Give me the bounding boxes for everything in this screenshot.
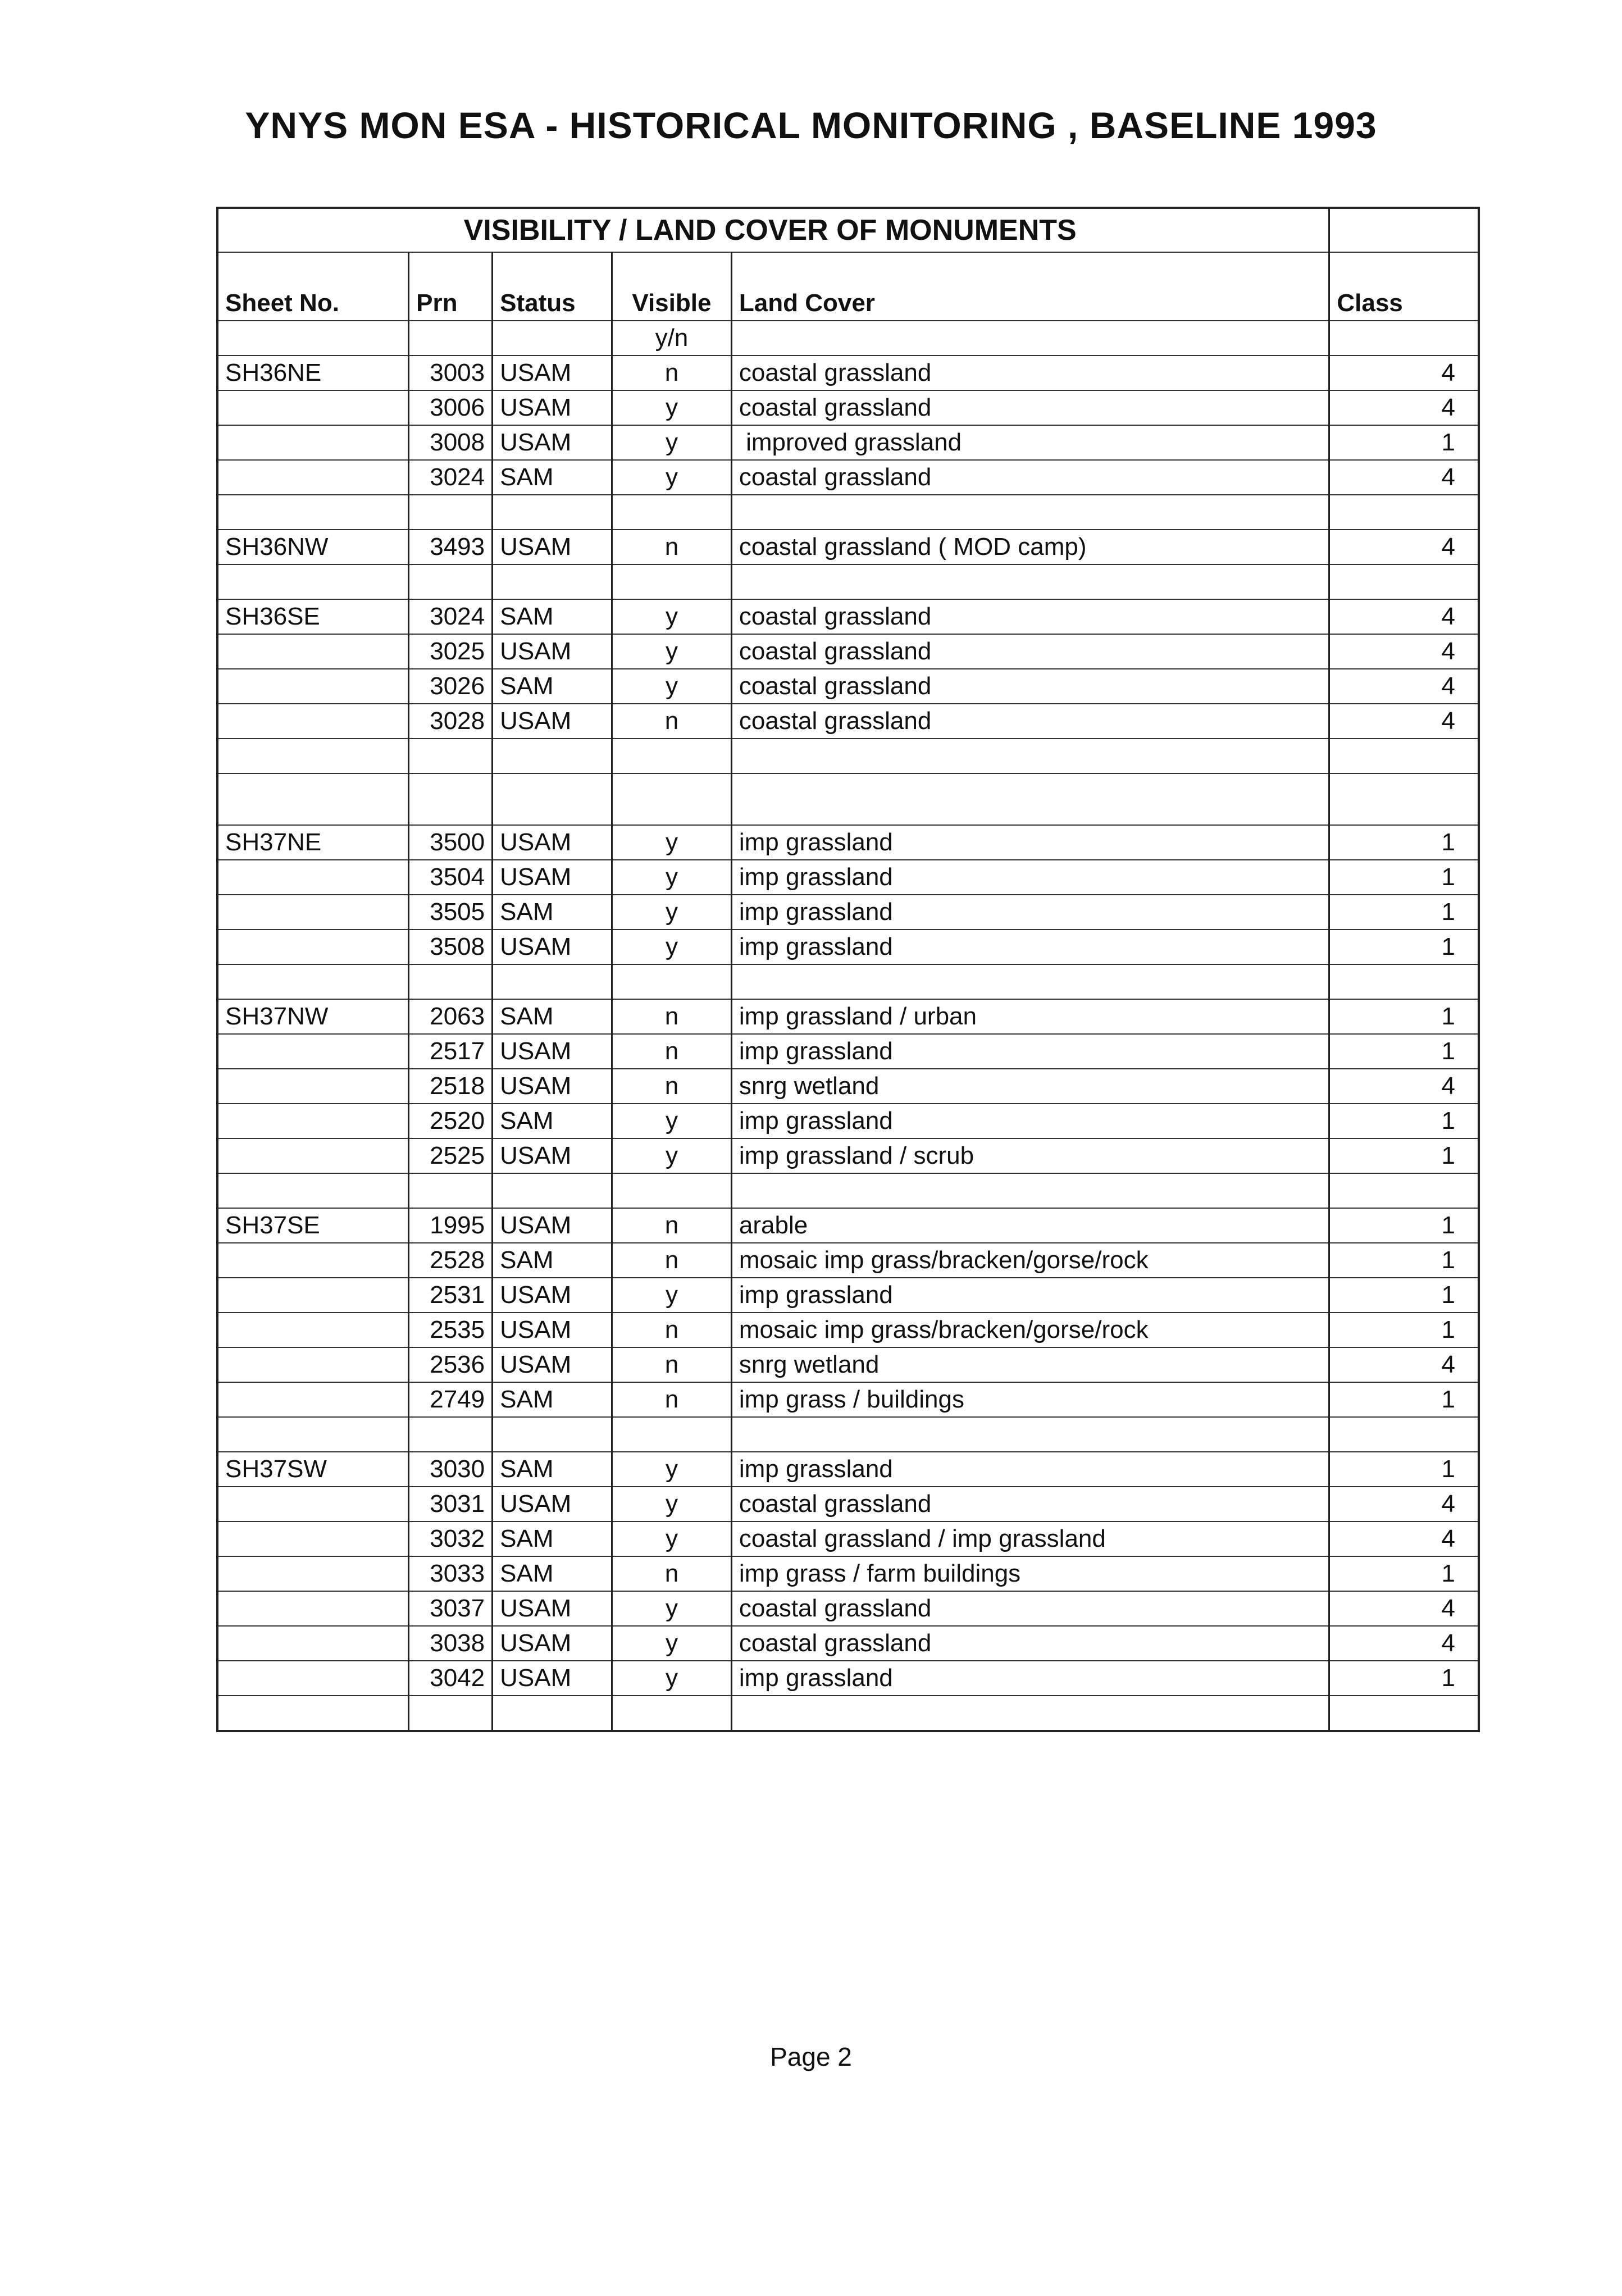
blank-row [217, 739, 1479, 773]
cell-land-cover: imp grass / farm buildings [731, 1556, 1329, 1591]
column-header-row [217, 286, 1479, 321]
cell-prn: 2528 [409, 1243, 493, 1278]
cell-visible: y [612, 1661, 732, 1696]
cell-class: 4 [1329, 390, 1479, 425]
blank-row [217, 495, 1479, 530]
cell-land-cover: imp grassland [731, 1104, 1329, 1138]
caption-empty-cell [1329, 208, 1479, 252]
cell-visible: n [612, 1347, 732, 1382]
cell-prn: 3033 [409, 1556, 493, 1591]
cell-visible: n [612, 1034, 732, 1069]
page-title: YNYS MON ESA - HISTORICAL MONITORING , BASELINE 1993 [245, 104, 1377, 146]
table-row [217, 1591, 1479, 1626]
cell-visible: y [612, 1278, 732, 1313]
cell-visible: y [612, 860, 732, 895]
cell-visible: y [612, 1104, 732, 1138]
cell-land-cover: coastal grassland [731, 704, 1329, 739]
cell-prn: 3037 [409, 1591, 493, 1626]
blank-row [217, 564, 1479, 599]
table-row [217, 1556, 1479, 1591]
cell-prn: 3024 [409, 460, 493, 495]
cell-land-cover: imp grassland / urban [731, 999, 1329, 1034]
header-sheet: Sheet No. [217, 286, 409, 321]
cell-visible: n [612, 1208, 732, 1243]
cell-prn: 2531 [409, 1278, 493, 1313]
monuments-table [216, 207, 1480, 1732]
cell-sheet [217, 1382, 409, 1417]
cell-prn: 2517 [409, 1034, 493, 1069]
cell-class: 1 [1329, 1208, 1479, 1243]
cell-status: USAM [493, 1626, 612, 1661]
table-row [217, 530, 1479, 564]
cell-class: 4 [1329, 1591, 1479, 1626]
cell-prn: 3038 [409, 1626, 493, 1661]
cell-class: 1 [1329, 1556, 1479, 1591]
cell-land-cover: imp grassland [731, 1278, 1329, 1313]
cell-status: SAM [493, 1243, 612, 1278]
cell-prn: 2063 [409, 999, 493, 1034]
cell-land-cover: imp grassland / scrub [731, 1138, 1329, 1173]
cell-visible: y [612, 460, 732, 495]
cell-status: SAM [493, 460, 612, 495]
cell-sheet: SH37SW [217, 1452, 409, 1487]
cell-sheet [217, 1661, 409, 1696]
cell-status: SAM [493, 1104, 612, 1138]
cell-class: 4 [1329, 1626, 1479, 1661]
cell-sheet [217, 930, 409, 964]
cell-prn: 3003 [409, 356, 493, 390]
table-row [217, 1626, 1479, 1661]
cell-prn: 3493 [409, 530, 493, 564]
table-row [217, 599, 1479, 634]
cell-status: USAM [493, 1278, 612, 1313]
cell-class: 1 [1329, 1138, 1479, 1173]
cell-prn: 3028 [409, 704, 493, 739]
cell-prn: 3024 [409, 599, 493, 634]
cell-land-cover: coastal grassland [731, 460, 1329, 495]
cell-status: USAM [493, 634, 612, 669]
cell-sheet [217, 895, 409, 930]
cell-land-cover: coastal grassland [731, 1487, 1329, 1521]
cell-visible: y [612, 825, 732, 860]
cell-visible: y [612, 1521, 732, 1556]
cell-sheet: SH36NW [217, 530, 409, 564]
cell-visible: n [612, 704, 732, 739]
cell-sheet: SH37SE [217, 1208, 409, 1243]
cell-visible: y [612, 1487, 732, 1521]
cell-sheet [217, 704, 409, 739]
cell-land-cover: imp grassland [731, 930, 1329, 964]
cell-class: 4 [1329, 1347, 1479, 1382]
cell-prn: 2525 [409, 1138, 493, 1173]
cell-sheet [217, 1278, 409, 1313]
table-row [217, 1034, 1479, 1069]
cell-status: SAM [493, 1382, 612, 1417]
table-row [217, 1452, 1479, 1487]
cell-visible: y [612, 599, 732, 634]
cell-land-cover: imp grassland [731, 860, 1329, 895]
cell-prn: 3032 [409, 1521, 493, 1556]
cell-sheet [217, 1347, 409, 1382]
cell-class: 1 [1329, 1313, 1479, 1347]
cell-class: 1 [1329, 895, 1479, 930]
cell-sheet [217, 1487, 409, 1521]
table-row [217, 634, 1479, 669]
cell-sheet [217, 634, 409, 669]
cell-class: 4 [1329, 634, 1479, 669]
table-caption: VISIBILITY / LAND COVER OF MONUMENTS [217, 208, 1329, 252]
table-row [217, 825, 1479, 860]
header-class: Class [1329, 286, 1479, 321]
cell-class: 1 [1329, 1382, 1479, 1417]
cell-prn: 3031 [409, 1487, 493, 1521]
cell-land-cover: coastal grassland [731, 356, 1329, 390]
table-row [217, 1521, 1479, 1556]
table-row [217, 999, 1479, 1034]
cell-land-cover: mosaic imp grass/bracken/gorse/rock [731, 1313, 1329, 1347]
cell-sheet [217, 1069, 409, 1104]
cell-prn: 3508 [409, 930, 493, 964]
table-row [217, 895, 1479, 930]
cell-status: USAM [493, 1034, 612, 1069]
cell-prn: 3505 [409, 895, 493, 930]
cell-prn: 3042 [409, 1661, 493, 1696]
cell-status: USAM [493, 1208, 612, 1243]
cell-class: 1 [1329, 1243, 1479, 1278]
cell-visible: y [612, 930, 732, 964]
cell-class: 1 [1329, 1278, 1479, 1313]
table-row [217, 1138, 1479, 1173]
blank-row [217, 964, 1479, 999]
cell-sheet: SH36NE [217, 356, 409, 390]
cell-class: 4 [1329, 1487, 1479, 1521]
cell-visible: n [612, 1556, 732, 1591]
table-row [217, 1243, 1479, 1278]
cell-sheet [217, 1138, 409, 1173]
cell-status: USAM [493, 425, 612, 460]
table-caption-row [217, 208, 1479, 252]
cell-visible: n [612, 1243, 732, 1278]
cell-land-cover: coastal grassland [731, 1626, 1329, 1661]
table-row [217, 704, 1479, 739]
cell-sheet [217, 1104, 409, 1138]
table-row [217, 1487, 1479, 1521]
cell-class: 1 [1329, 1034, 1479, 1069]
cell-sheet: SH37NW [217, 999, 409, 1034]
cell-prn: 3504 [409, 860, 493, 895]
header-spacer-row [217, 252, 1479, 286]
cell-status: USAM [493, 1347, 612, 1382]
cell-status: SAM [493, 599, 612, 634]
cell-land-cover: imp grassland [731, 825, 1329, 860]
cell-class: 4 [1329, 599, 1479, 634]
cell-status: USAM [493, 390, 612, 425]
cell-status: USAM [493, 1069, 612, 1104]
cell-prn: 3030 [409, 1452, 493, 1487]
table-row [217, 390, 1479, 425]
cell-visible: y [612, 390, 732, 425]
cell-status: USAM [493, 930, 612, 964]
cell-class: 1 [1329, 999, 1479, 1034]
cell-status: USAM [493, 1591, 612, 1626]
cell-sheet [217, 1034, 409, 1069]
header-visible-sub: y/n [612, 321, 732, 356]
blank-row [217, 1173, 1479, 1208]
cell-visible: y [612, 895, 732, 930]
cell-land-cover: coastal grassland [731, 1591, 1329, 1626]
table-row [217, 1208, 1479, 1243]
cell-sheet [217, 1243, 409, 1278]
cell-prn: 1995 [409, 1208, 493, 1243]
cell-status: SAM [493, 895, 612, 930]
table-row [217, 930, 1479, 964]
cell-class: 1 [1329, 860, 1479, 895]
cell-sheet [217, 1521, 409, 1556]
cell-land-cover: imp grassland [731, 1452, 1329, 1487]
cell-visible: y [612, 425, 732, 460]
cell-land-cover: improved grassland [731, 425, 1329, 460]
column-subheader-row [217, 321, 1479, 356]
cell-land-cover: coastal grassland ( MOD camp) [731, 530, 1329, 564]
cell-status: USAM [493, 825, 612, 860]
cell-class: 1 [1329, 1452, 1479, 1487]
cell-land-cover: snrg wetland [731, 1347, 1329, 1382]
cell-status: USAM [493, 1313, 612, 1347]
cell-land-cover: coastal grassland [731, 390, 1329, 425]
cell-land-cover: coastal grassland / imp grassland [731, 1521, 1329, 1556]
cell-sheet [217, 1556, 409, 1591]
cell-sheet [217, 425, 409, 460]
table-row [217, 1069, 1479, 1104]
cell-class: 1 [1329, 825, 1479, 860]
cell-class: 1 [1329, 930, 1479, 964]
cell-class: 4 [1329, 704, 1479, 739]
blank-row [217, 1417, 1479, 1452]
cell-visible: n [612, 530, 732, 564]
cell-status: USAM [493, 704, 612, 739]
cell-prn: 3008 [409, 425, 493, 460]
cell-status: SAM [493, 999, 612, 1034]
cell-class: 1 [1329, 1104, 1479, 1138]
table-row [217, 1382, 1479, 1417]
header-land-cover: Land Cover [731, 286, 1329, 321]
cell-status: USAM [493, 1487, 612, 1521]
table-row [217, 1347, 1479, 1382]
header-visible: Visible [612, 286, 732, 321]
cell-class: 4 [1329, 460, 1479, 495]
cell-class: 4 [1329, 356, 1479, 390]
cell-visible: n [612, 1069, 732, 1104]
cell-status: SAM [493, 1521, 612, 1556]
cell-sheet [217, 390, 409, 425]
cell-land-cover: imp grassland [731, 1661, 1329, 1696]
cell-land-cover: coastal grassland [731, 599, 1329, 634]
cell-land-cover: imp grass / buildings [731, 1382, 1329, 1417]
cell-land-cover: arable [731, 1208, 1329, 1243]
cell-prn: 2520 [409, 1104, 493, 1138]
cell-sheet [217, 669, 409, 704]
cell-prn: 2749 [409, 1382, 493, 1417]
cell-class: 4 [1329, 530, 1479, 564]
cell-land-cover: mosaic imp grass/bracken/gorse/rock [731, 1243, 1329, 1278]
cell-visible: y [612, 634, 732, 669]
cell-status: USAM [493, 530, 612, 564]
blank-row [217, 773, 1479, 825]
cell-sheet: SH36SE [217, 599, 409, 634]
header-status: Status [493, 286, 612, 321]
table-row [217, 1313, 1479, 1347]
table-row [217, 1104, 1479, 1138]
cell-visible: n [612, 1313, 732, 1347]
cell-sheet [217, 1591, 409, 1626]
cell-status: SAM [493, 1556, 612, 1591]
cell-sheet [217, 860, 409, 895]
cell-prn: 2535 [409, 1313, 493, 1347]
cell-status: USAM [493, 1138, 612, 1173]
table-body [217, 208, 1479, 1731]
header-prn: Prn [409, 286, 493, 321]
cell-visible: y [612, 1591, 732, 1626]
cell-land-cover: coastal grassland [731, 669, 1329, 704]
cell-class: 4 [1329, 1521, 1479, 1556]
cell-visible: y [612, 669, 732, 704]
cell-class: 4 [1329, 669, 1479, 704]
cell-land-cover: coastal grassland [731, 634, 1329, 669]
table-row [217, 460, 1479, 495]
cell-visible: y [612, 1138, 732, 1173]
cell-status: SAM [493, 669, 612, 704]
cell-prn: 2518 [409, 1069, 493, 1104]
cell-visible: y [612, 1452, 732, 1487]
cell-status: USAM [493, 1661, 612, 1696]
table-row [217, 1661, 1479, 1696]
cell-sheet [217, 1626, 409, 1661]
cell-sheet [217, 1313, 409, 1347]
table-row [217, 669, 1479, 704]
cell-land-cover: imp grassland [731, 895, 1329, 930]
table-row [217, 356, 1479, 390]
cell-prn: 3025 [409, 634, 493, 669]
cell-prn: 3026 [409, 669, 493, 704]
cell-sheet [217, 460, 409, 495]
cell-class: 4 [1329, 1069, 1479, 1104]
cell-prn: 2536 [409, 1347, 493, 1382]
cell-prn: 3500 [409, 825, 493, 860]
cell-status: USAM [493, 860, 612, 895]
cell-visible: n [612, 1382, 732, 1417]
cell-land-cover: snrg wetland [731, 1069, 1329, 1104]
cell-status: USAM [493, 356, 612, 390]
cell-status: SAM [493, 1452, 612, 1487]
cell-visible: n [612, 356, 732, 390]
table-row [217, 1278, 1479, 1313]
cell-visible: n [612, 999, 732, 1034]
cell-visible: y [612, 1626, 732, 1661]
table-row [217, 860, 1479, 895]
cell-class: 1 [1329, 1661, 1479, 1696]
cell-prn: 3006 [409, 390, 493, 425]
blank-row [217, 1696, 1479, 1731]
cell-sheet: SH37NE [217, 825, 409, 860]
table-row [217, 425, 1479, 460]
page-number: Page 2 [770, 2042, 852, 2071]
cell-class: 1 [1329, 425, 1479, 460]
cell-land-cover: imp grassland [731, 1034, 1329, 1069]
